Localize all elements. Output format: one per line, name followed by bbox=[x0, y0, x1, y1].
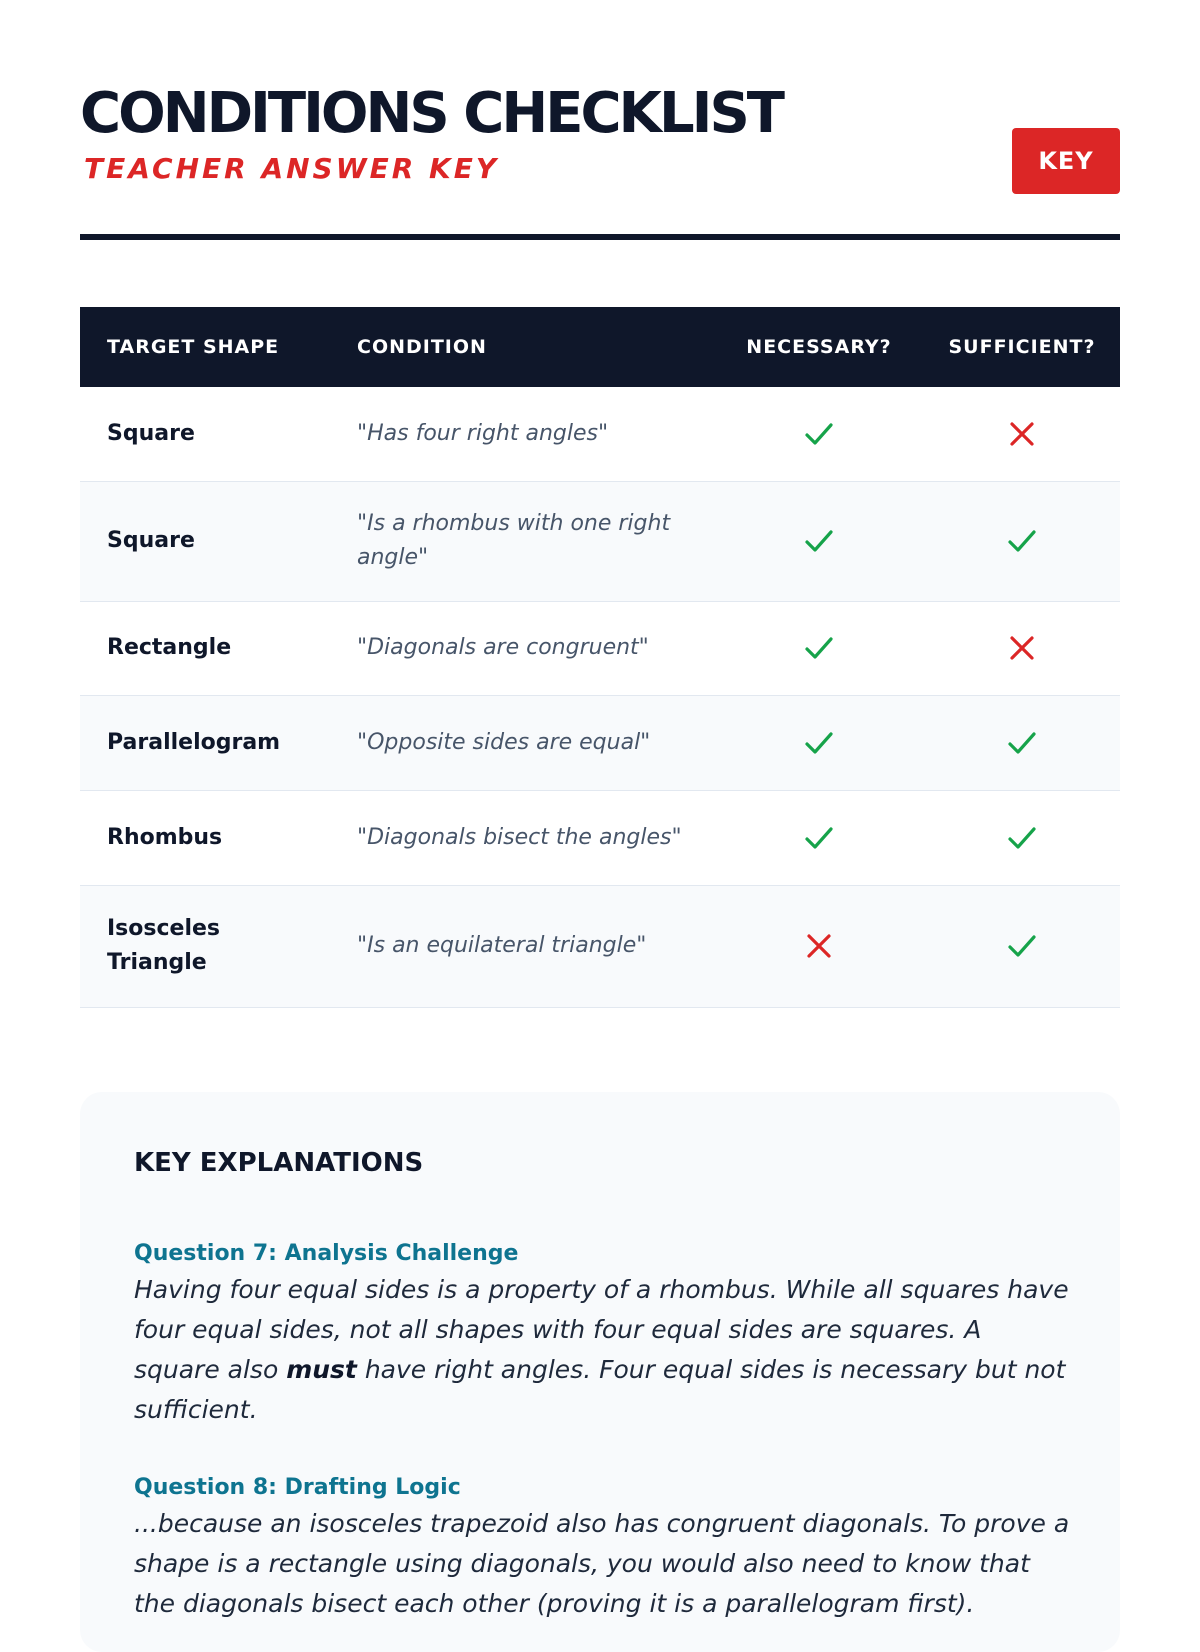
column-header-necessary: NECESSARY? bbox=[746, 336, 892, 358]
check-icon bbox=[1004, 523, 1040, 559]
sufficient-cell bbox=[924, 387, 1120, 481]
necessary-cell bbox=[714, 695, 924, 790]
emphasis-text: must bbox=[286, 1355, 357, 1384]
check-icon bbox=[801, 725, 837, 761]
table-row bbox=[80, 695, 1120, 790]
necessary-cell bbox=[714, 601, 924, 695]
page-header bbox=[80, 81, 1120, 244]
table-row bbox=[80, 481, 1120, 601]
condition-text: "Diagonals are congruent" bbox=[357, 635, 649, 660]
page-title: CONDITIONS CHECKLIST bbox=[80, 81, 782, 146]
key-badge: KEY bbox=[1012, 128, 1120, 194]
condition-text: "Opposite sides are equal" bbox=[357, 729, 651, 755]
sufficient-cell bbox=[924, 885, 1120, 1007]
table-row bbox=[80, 885, 1120, 1007]
target-shape: Isosceles Triangle bbox=[107, 916, 221, 975]
check-icon bbox=[801, 416, 837, 452]
explanations-title: KEY EXPLANATIONS bbox=[134, 1148, 424, 1178]
necessary-cell bbox=[714, 387, 924, 481]
check-icon bbox=[801, 523, 837, 559]
condition-text: "Is a rhombus with one right angle" bbox=[357, 511, 671, 570]
column-header-condition: CONDITION bbox=[357, 336, 487, 358]
sufficient-cell bbox=[924, 601, 1120, 695]
check-icon bbox=[801, 630, 837, 666]
table-row bbox=[80, 601, 1120, 695]
header-divider bbox=[80, 234, 1120, 240]
explanation-question: Question 7: Analysis Challenge bbox=[134, 1241, 519, 1266]
explanation-text: ...because an isosceles trapezoid also has congruent diagonals. To prove a shape is a rectangle using diagonals, you would also need to know that the diagonals bisect each other (proving it is a parallelogram first). bbox=[134, 1509, 1070, 1618]
table-header-row bbox=[80, 307, 1120, 387]
target-shape: Parallelogram bbox=[107, 729, 281, 755]
cross-icon bbox=[801, 928, 837, 964]
necessary-cell bbox=[714, 885, 924, 1007]
condition-text: "Is an equilateral triangle" bbox=[357, 933, 647, 958]
sufficient-cell bbox=[924, 481, 1120, 601]
table-row bbox=[80, 387, 1120, 481]
check-icon bbox=[801, 820, 837, 856]
target-shape: Square bbox=[107, 528, 195, 553]
condition-text: "Diagonals bisect the angles" bbox=[357, 824, 682, 850]
cross-icon bbox=[1004, 630, 1040, 666]
table-row bbox=[80, 790, 1120, 885]
column-header-target-shape: TARGET SHAPE bbox=[107, 336, 280, 358]
explanation-item bbox=[134, 1238, 1074, 1430]
key-explanations-panel bbox=[80, 1092, 1120, 1652]
explanation-question: Question 8: Drafting Logic bbox=[134, 1475, 461, 1500]
condition-text: "Has four right angles" bbox=[357, 420, 609, 446]
page-subtitle: TEACHER ANSWER KEY bbox=[84, 152, 500, 185]
target-shape: Rectangle bbox=[107, 635, 232, 660]
necessary-cell bbox=[714, 481, 924, 601]
cross-icon bbox=[1004, 416, 1040, 452]
necessary-cell bbox=[714, 790, 924, 885]
sufficient-cell bbox=[924, 790, 1120, 885]
sufficient-cell bbox=[924, 695, 1120, 790]
conditions-table bbox=[80, 307, 1120, 1008]
column-header-sufficient: SUFFICIENT? bbox=[948, 336, 1096, 358]
target-shape: Rhombus bbox=[107, 824, 223, 850]
check-icon bbox=[1004, 725, 1040, 761]
explanation-text: Having four equal sides is a property of a rhombus. While all squares have four equal sides, not all shapes with four equal sides are squares. A square also must have right angles. Four equal sides is necessary but not sufficient. bbox=[134, 1275, 1069, 1424]
target-shape: Square bbox=[107, 420, 195, 446]
check-icon bbox=[1004, 928, 1040, 964]
check-icon bbox=[1004, 820, 1040, 856]
explanation-item bbox=[134, 1472, 1074, 1624]
